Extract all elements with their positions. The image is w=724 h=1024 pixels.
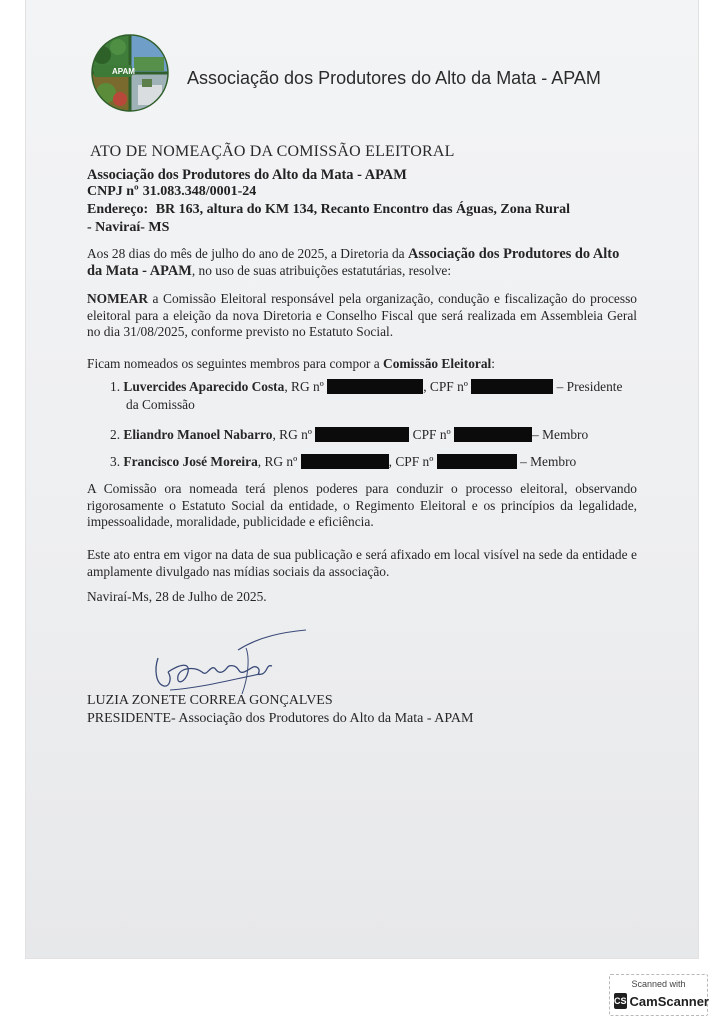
powers-paragraph: A Comissão ora nomeada terá plenos poderes para conduzir o processo eleitoral, observando rigorosamente o Estatuto Social da entidade, o Regimento Eleitoral e os princípios da legalidade, impessoalidade, moralidade, publicidade e eficiência. — [87, 481, 637, 530]
members-intro-post: : — [491, 356, 495, 371]
cnpj-value: 31.083.348/0001-24 — [142, 184, 257, 199]
redaction-bar — [315, 427, 409, 442]
members-intro-text: Ficam nomeados os seguintes membros para compor a — [87, 356, 380, 371]
signature-image — [150, 628, 310, 700]
effect-paragraph: Este ato entra em vigor na data de sua publicação e será afixado em local visível na sede da entidade e amplamente divulgado nas mídias sociais da associação. — [87, 547, 637, 579]
member-role-continuation: da Comissão — [126, 397, 195, 412]
signer-role: PRESIDENTE- Associação dos Produtores do Alto da Mata - APAM — [87, 711, 474, 726]
member-role: – Membro — [520, 454, 577, 469]
redaction-bar — [471, 379, 553, 394]
scanned-with-label: Scanned with — [631, 979, 686, 989]
apam-logo — [90, 33, 170, 113]
list-item — [110, 427, 588, 444]
list-item — [110, 379, 622, 396]
camscanner-badge — [609, 974, 708, 1016]
member-number: 1. — [110, 379, 121, 394]
address-line2: - Naviraí- MS — [87, 220, 170, 235]
org-header: Associação dos Produtores do Alto da Mata - APAM — [187, 68, 601, 88]
list-item — [110, 454, 576, 471]
member-name: Luvercides Aparecido Costa — [123, 379, 285, 394]
member-role: – Membro — [532, 427, 589, 442]
member-number: 3. — [110, 454, 121, 469]
logo-text: APAM — [112, 67, 135, 76]
intro-paragraph — [87, 246, 637, 279]
member-name: Eliandro Manoel Nabarro — [123, 427, 273, 442]
nomear-paragraph — [87, 291, 637, 341]
address-label: Endereço: — [87, 202, 149, 217]
members-intro — [87, 356, 637, 373]
member-role: – Presidente — [556, 379, 623, 394]
members-intro-bold: Comissão Eleitoral — [383, 356, 492, 371]
intro-post: , no uso de suas atribuições estatutárias, resolve: — [191, 262, 452, 278]
redaction-bar — [454, 427, 532, 442]
cnpj-label: CNPJ nº — [87, 184, 139, 199]
member-cpf-label: , CPF nº — [423, 379, 468, 394]
address-line — [87, 202, 570, 218]
member-cpf-label: , CPF nº — [388, 454, 434, 469]
member-rg-label: , RG nº — [257, 454, 298, 469]
address-line1: BR 163, altura do KM 134, Recanto Encontro das Águas, Zona Rural — [155, 202, 571, 217]
member-rg-label: , RG nº — [284, 379, 324, 394]
nomear-text: a Comissão Eleitoral responsável pela organização, condução e fiscalização do processo eleitoral para a eleição da nova Diretoria e Conselho Fiscal que será realizada em Assembleia Geral no dia 31/08/2025, conforme previsto no Estatuto Social. — [87, 291, 637, 340]
redaction-bar — [437, 454, 517, 469]
entity-name: Associação dos Produtores do Alto da Mata - APAM — [87, 167, 407, 183]
member-rg-label: , RG nº — [272, 427, 312, 442]
document-title: ATO DE NOMEAÇÃO DA COMISSÃO ELEITORAL — [90, 143, 455, 160]
camscanner-icon: CS — [614, 993, 627, 1009]
redaction-bar — [327, 379, 423, 394]
member-cpf-label: CPF nº — [409, 427, 451, 442]
member-name: Francisco José Moreira — [123, 454, 258, 469]
camscanner-name: CamScanner — [629, 993, 709, 1009]
place-date: Naviraí-Ms, 28 de Julho de 2025. — [87, 589, 267, 604]
redaction-bar — [301, 454, 389, 469]
cnpj-line — [87, 184, 256, 200]
member-number: 2. — [110, 427, 121, 442]
signer-name: LUZIA ZONETE CORREA GONÇALVES — [87, 693, 333, 708]
intro-text: Aos 28 dias do mês de julho do ano de 2025, a Diretoria da — [87, 246, 405, 261]
nomear-bold: NOMEAR — [87, 291, 148, 306]
intro-entity: Associação dos Produtores do Alto da Mata - APAM — [87, 246, 620, 279]
camscanner-brand — [614, 993, 709, 1009]
